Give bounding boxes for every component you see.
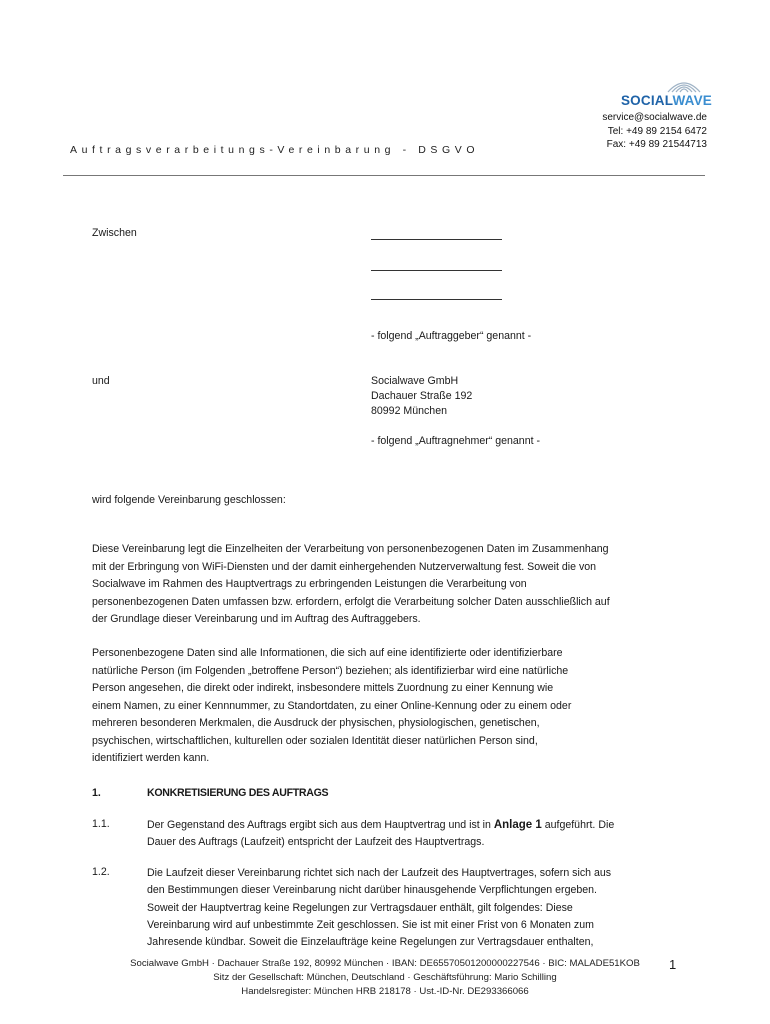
paragraph-line: mehreren besonderen Merkmalen, die Ausdruck der physischen, physiologischen, genetischen, (92, 717, 540, 729)
subsection-text (147, 865, 667, 951)
section-title: KONKRETISIERUNG DES AUFTRAGS (147, 787, 329, 799)
subsection-text-line: Vereinbarung wird auf unbestimmte Zeit geschlossen. Sie ist mit einer Frist von 6 Monaten zum (147, 918, 594, 931)
definition-paragraph (92, 645, 682, 768)
subsection-text-line: Dauer des Auftrags (Laufzeit) entspricht der Laufzeit des Hauptvertrags. (147, 836, 485, 849)
subsection-text-line: den Bestimmungen dieser Vereinbarung nicht darüber hinausgehende Verpflichtungen ergeben. (147, 884, 597, 897)
document-title: Auftragsverarbeitungs-Vereinbarung - DSGVO (70, 144, 480, 156)
and-label: und (92, 375, 110, 387)
wave-signal-icon (664, 76, 704, 94)
contractor-role-note: - folgend „Auftragnehmer“ genannt - (371, 435, 541, 447)
contact-phone: Tel: +49 89 2154 6472 (607, 125, 707, 137)
contractor-city: 80992 München (371, 405, 447, 417)
paragraph-line: Diese Vereinbarung legt die Einzelheiten der Verarbeitung von personenbezogenen Daten im Zusammenhang (92, 543, 609, 555)
subsection-number: 1.1. (92, 818, 110, 830)
section-number: 1. (92, 787, 101, 799)
paragraph-line: natürliche Person (im Folgenden „betroffene Person“) beziehen; als identifizierbar wird eine natürliche (92, 664, 569, 677)
paragraph-line: Person angesehen, die direkt oder indirekt, insbesondere mittels Zuordnung zu einer Kennung wie (92, 682, 554, 694)
contractor-name: Socialwave GmbH (371, 375, 459, 387)
subsection-text-line: Soweit der Hauptvertrag keine Regelungen zur Vertragsdauer enthält, gilt folgendes: Diese (147, 901, 573, 914)
contractor-street: Dachauer Straße 192 (371, 390, 473, 402)
intro-paragraph (92, 541, 682, 629)
paragraph-line: einem Namen, zu einer Kennnummer, zu Standortdaten, zu einer Online-Kennung oder zu einem oder (92, 699, 572, 712)
contact-block (602, 111, 707, 152)
paragraph-line: der Grundlage dieser Vereinbarung und im Auftrag des Auftraggebers. (92, 613, 421, 625)
footer-register-line: Handelsregister: München HRB 218178 · Ust.-ID-Nr. DE293366066 (241, 986, 529, 997)
paragraph-line: psychischen, wirtschaftlichen, kulturellen oder sozialen Identität dieser natürlichen Person sind, (92, 734, 538, 747)
page-footer (0, 957, 770, 999)
contact-fax: Fax: +49 89 21544713 (606, 139, 707, 150)
paragraph-line: personenbezogenen Daten umfassen bzw. erfordern, erfolgt die Verarbeitung solcher Daten ausschließlich auf (92, 595, 610, 608)
subsection-text-part: Der Gegenstand des Auftrags ergibt sich aus dem Hauptvertrag und ist in (147, 819, 494, 831)
subsection-number: 1.2. (92, 866, 110, 878)
client-street-line (371, 270, 502, 271)
header-divider (63, 175, 705, 176)
subsection-text-line: Die Laufzeit dieser Vereinbarung richtet sich nach der Laufzeit des Hauptvertrages, sofern sich aus (147, 867, 612, 879)
logo-part-wave: WAVE (672, 93, 712, 108)
annex-reference: Anlage 1 (493, 819, 542, 831)
subsection-text (147, 817, 667, 852)
between-label: Zwischen (92, 227, 137, 239)
subsection-text-part: aufgeführt. Die (541, 819, 615, 831)
subsection-text-line: Jahresende kündbar. Soweit die Einzelaufträge keine Regelungen zur Vertragsdauer enthalten, (147, 936, 594, 949)
logo-wordmark (621, 93, 712, 108)
client-name-line (371, 239, 502, 240)
logo-part-social: SOCIAL (620, 93, 673, 108)
paragraph-line: Socialwave im Rahmen des Hauptvertrags zu erbringenden Leistungen die Verarbeitung von (92, 578, 527, 590)
paragraph-line: Personenbezogene Daten sind alle Informationen, die sich auf eine identifizierte oder identifizierbare (92, 647, 563, 659)
client-city-line (371, 299, 502, 300)
socialwave-logo (612, 76, 712, 110)
paragraph-line: identifiziert werden kann. (92, 752, 210, 764)
paragraph-line: mit der Erbringung von WiFi-Diensten und der damit einhergehenden Nutzerverwaltung fest. Soweit die von (92, 560, 597, 573)
contact-email[interactable]: service@socialwave.de (602, 112, 707, 123)
client-role-note: - folgend „Auftraggeber“ genannt - (371, 330, 532, 342)
agreement-intro: wird folgende Vereinbarung geschlossen: (92, 494, 286, 506)
footer-company-line: Socialwave GmbH · Dachauer Straße 192, 80992 München · IBAN: DE65570501200000227546 · BIC: MALADE51KOB (130, 958, 640, 969)
footer-seat-line: Sitz der Gesellschaft: München, Deutschland · Geschäftsführung: Mario Schilling (213, 972, 557, 983)
page-number: 1 (669, 957, 677, 972)
